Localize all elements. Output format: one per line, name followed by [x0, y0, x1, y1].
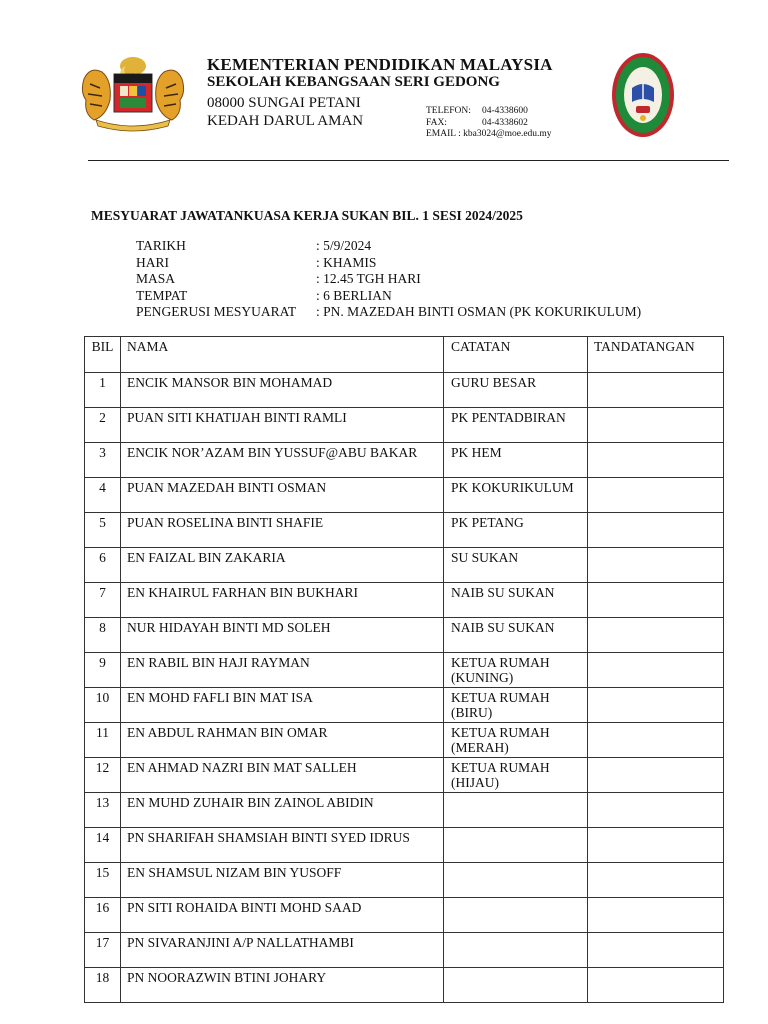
row-catatan-line2: (BIRU)	[451, 705, 493, 720]
row-bil: 5	[85, 513, 121, 548]
row-catatan	[444, 443, 588, 478]
row-signature-cell[interactable]	[588, 443, 724, 478]
table-row	[85, 653, 724, 688]
table-row	[85, 478, 724, 513]
row-bil: 12	[85, 758, 121, 793]
header-divider	[88, 160, 729, 161]
row-bil: 8	[85, 618, 121, 653]
row-nama: PUAN SITI KHATIJAH BINTI RAMLI	[121, 408, 444, 443]
contact-block	[426, 106, 552, 141]
detail-row-date: TARIKH : 5/9/2024	[136, 238, 372, 253]
meeting-details	[136, 238, 641, 321]
contact-fax: FAX: 04-4338602	[426, 117, 528, 128]
table-row	[85, 618, 724, 653]
table-header-row	[85, 337, 724, 373]
header-catatan: CATATAN	[444, 337, 588, 373]
row-catatan	[444, 723, 588, 758]
row-signature-cell[interactable]	[588, 618, 724, 653]
row-catatan	[444, 898, 588, 933]
row-nama: ENCIK NOR’AZAM BIN YUSSUF@ABU BAKAR	[121, 443, 444, 478]
row-bil: 15	[85, 863, 121, 898]
row-catatan	[444, 548, 588, 583]
row-bil: 7	[85, 583, 121, 618]
row-nama: EN RABIL BIN HAJI RAYMAN	[121, 653, 444, 688]
row-catatan	[444, 793, 588, 828]
header-bil: BIL	[85, 337, 121, 373]
table-row	[85, 688, 724, 723]
row-nama: EN ABDUL RAHMAN BIN OMAR	[121, 723, 444, 758]
meeting-title: MESYUARAT JAWATANKUASA KERJA SUKAN BIL. 1 SESI 2024/2025	[91, 208, 523, 223]
row-bil: 14	[85, 828, 121, 863]
row-nama: EN SHAMSUL NIZAM BIN YUSOFF	[121, 863, 444, 898]
ministry-name: KEMENTERIAN PENDIDIKAN MALAYSIA	[207, 55, 553, 74]
row-signature-cell[interactable]	[588, 793, 724, 828]
table-row	[85, 863, 724, 898]
row-catatan	[444, 513, 588, 548]
row-catatan-line2: (KUNING)	[451, 670, 514, 685]
row-signature-cell[interactable]	[588, 898, 724, 933]
table-row	[85, 583, 724, 618]
row-catatan-line1: PK PETANG	[451, 515, 524, 530]
detail-row-chair: PENGERUSI MESYUARAT : PN. MAZEDAH BINTI OSMAN (PK KOKURIKULUM)	[136, 304, 642, 319]
row-nama: ENCIK MANSOR BIN MOHAMAD	[121, 373, 444, 408]
school-logo-icon	[610, 50, 676, 140]
row-catatan-line1: SU SUKAN	[451, 550, 519, 565]
table-row	[85, 968, 724, 1003]
row-nama: NUR HIDAYAH BINTI MD SOLEH	[121, 618, 444, 653]
row-catatan-line1: PK KOKURIKULUM	[451, 480, 574, 495]
row-signature-cell[interactable]	[588, 408, 724, 443]
row-bil: 6	[85, 548, 121, 583]
row-catatan	[444, 688, 588, 723]
row-catatan	[444, 618, 588, 653]
row-catatan-line1: NAIB SU SUKAN	[451, 620, 555, 635]
row-nama: EN MOHD FAFLI BIN MAT ISA	[121, 688, 444, 723]
row-nama: PUAN MAZEDAH BINTI OSMAN	[121, 478, 444, 513]
row-nama: EN KHAIRUL FARHAN BIN BUKHARI	[121, 583, 444, 618]
row-signature-cell[interactable]	[588, 933, 724, 968]
row-catatan-line2: (MERAH)	[451, 740, 509, 755]
row-nama: PN SIVARANJINI A/P NALLATHAMBI	[121, 933, 444, 968]
row-catatan	[444, 653, 588, 688]
detail-row-venue: TEMPAT : 6 BERLIAN	[136, 287, 392, 303]
row-bil: 17	[85, 933, 121, 968]
attendance-table	[84, 336, 724, 1003]
row-catatan	[444, 863, 588, 898]
table-row	[85, 828, 724, 863]
row-catatan-line1: KETUA RUMAH	[451, 690, 550, 705]
school-name: SEKOLAH KEBANGSAAN SERI GEDONG	[207, 74, 500, 90]
row-bil: 18	[85, 968, 121, 1003]
table-row	[85, 898, 724, 933]
row-catatan-line1: PK PENTADBIRAN	[451, 410, 566, 425]
row-catatan	[444, 758, 588, 793]
address-line-2: KEDAH DARUL AMAN	[207, 113, 364, 129]
row-nama: PN SITI ROHAIDA BINTI MOHD SAAD	[121, 898, 444, 933]
header-tandatangan: TANDATANGAN	[588, 337, 724, 373]
row-nama: EN AHMAD NAZRI BIN MAT SALLEH	[121, 758, 444, 793]
row-signature-cell[interactable]	[588, 688, 724, 723]
row-bil: 2	[85, 408, 121, 443]
row-signature-cell[interactable]	[588, 723, 724, 758]
row-catatan	[444, 373, 588, 408]
row-catatan	[444, 933, 588, 968]
row-nama: EN FAIZAL BIN ZAKARIA	[121, 548, 444, 583]
row-signature-cell[interactable]	[588, 968, 724, 1003]
row-catatan-line2: (HIJAU)	[451, 775, 499, 790]
row-catatan-line1: GURU BESAR	[451, 375, 537, 390]
table-row	[85, 933, 724, 968]
row-catatan-line1: KETUA RUMAH	[451, 725, 550, 740]
contact-email: EMAIL : kba3024@moe.edu.my	[426, 129, 552, 139]
row-nama: EN MUHD ZUHAIR BIN ZAINOL ABIDIN	[121, 793, 444, 828]
row-nama: PN SHARIFAH SHAMSIAH BINTI SYED IDRUS	[121, 828, 444, 863]
row-signature-cell[interactable]	[588, 828, 724, 863]
row-signature-cell[interactable]	[588, 758, 724, 793]
header-nama: NAMA	[121, 337, 444, 373]
detail-row-day: HARI : KHAMIS	[136, 254, 377, 270]
row-signature-cell[interactable]	[588, 513, 724, 548]
row-catatan	[444, 968, 588, 1003]
row-signature-cell[interactable]	[588, 548, 724, 583]
row-bil: 1	[85, 373, 121, 408]
table-row	[85, 758, 724, 793]
table-row	[85, 793, 724, 828]
row-catatan	[444, 583, 588, 618]
row-bil: 3	[85, 443, 121, 478]
row-bil: 16	[85, 898, 121, 933]
row-signature-cell[interactable]	[588, 863, 724, 898]
row-bil: 4	[85, 478, 121, 513]
table-body	[85, 373, 724, 1003]
table-row	[85, 408, 724, 443]
table-row	[85, 548, 724, 583]
row-bil: 9	[85, 653, 121, 688]
row-catatan-line1: KETUA RUMAH	[451, 760, 550, 775]
row-catatan	[444, 408, 588, 443]
table-row	[85, 443, 724, 478]
national-crest-icon	[76, 54, 190, 134]
row-bil: 10	[85, 688, 121, 723]
detail-row-time: MASA : 12.45 TGH HARI	[136, 271, 421, 286]
row-catatan-line1: PK HEM	[451, 445, 502, 460]
row-signature-cell[interactable]	[588, 373, 724, 408]
table-row	[85, 513, 724, 548]
table-row	[85, 723, 724, 758]
row-bil: 11	[85, 723, 121, 758]
row-bil: 13	[85, 793, 121, 828]
row-catatan-line1: KETUA RUMAH	[451, 655, 550, 670]
row-nama: PN NOORAZWIN BTINI JOHARY	[121, 968, 444, 1003]
row-signature-cell[interactable]	[588, 653, 724, 688]
address-line-1: 08000 SUNGAI PETANI	[207, 95, 361, 111]
row-catatan-line1: NAIB SU SUKAN	[451, 585, 555, 600]
contact-phone: TELEFON: 04-4338600	[426, 106, 528, 116]
row-nama: PUAN ROSELINA BINTI SHAFIE	[121, 513, 444, 548]
row-signature-cell[interactable]	[588, 478, 724, 513]
table-row	[85, 373, 724, 408]
row-catatan	[444, 828, 588, 863]
row-catatan	[444, 478, 588, 513]
row-signature-cell[interactable]	[588, 583, 724, 618]
